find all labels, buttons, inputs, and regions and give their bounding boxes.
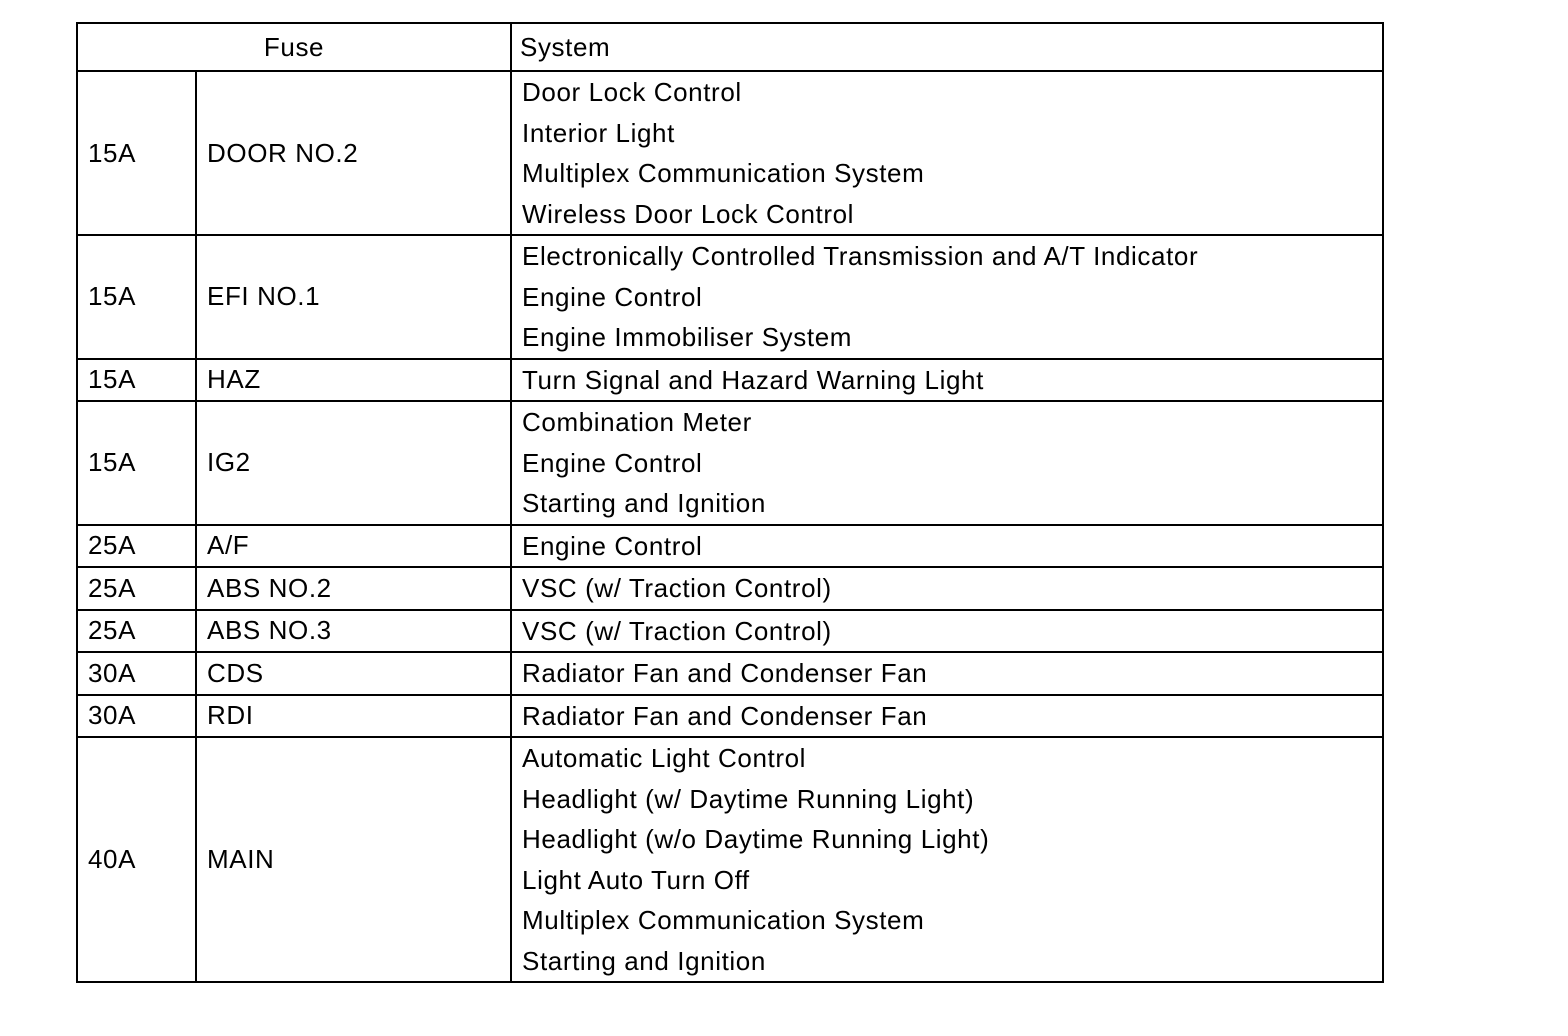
system-item: Light Auto Turn Off [522,864,750,895]
fuse-name: IG2 [196,401,511,525]
system-item: Radiator Fan and Condenser Fan [522,700,928,731]
system-cell [511,525,1383,568]
table-row [77,610,1383,653]
system-item: Automatic Light Control [522,743,807,773]
system-item: Engine Control [522,447,703,478]
system-cell [511,610,1383,653]
system-cell [511,567,1383,610]
header-system: System [511,23,1383,71]
system-cell [511,235,1383,359]
system-item: Engine Immobiliser System [522,322,853,352]
system-item: Engine Control [522,530,703,561]
system-item: VSC (w/ Traction Control) [522,615,832,646]
fuse-amperage: 15A [77,235,196,359]
fuse-name: EFI NO.1 [196,235,511,359]
fuse-amperage: 30A [77,652,196,695]
system-item: Multiplex Communication System [522,905,925,935]
system-item: Multiplex Communication System [522,158,925,188]
fuse-name: ABS NO.2 [196,567,511,610]
fuse-amperage: 15A [77,71,196,235]
system-item: Combination Meter [522,407,752,437]
fuse-table [76,22,1384,983]
fuse-name: HAZ [196,359,511,402]
fuse-amperage: 15A [77,359,196,402]
table-row [77,737,1383,982]
fuse-amperage: 25A [77,567,196,610]
fuse-amperage: 30A [77,695,196,738]
fuse-table-body [77,71,1383,982]
table-row [77,567,1383,610]
system-cell [511,652,1383,695]
system-item: Electronically Controlled Transmission and A/T Indicator [522,241,1199,271]
system-cell [511,401,1383,525]
system-item: Engine Control [522,281,703,312]
fuse-name: A/F [196,525,511,568]
fuse-name: RDI [196,695,511,738]
table-row [77,525,1383,568]
system-item: Interior Light [522,117,675,148]
system-item: Headlight (w/ Daytime Running Light) [522,783,975,814]
table-row [77,652,1383,695]
fuse-amperage: 40A [77,737,196,982]
system-item: Turn Signal and Hazard Warning Light [522,364,984,395]
system-item: VSC (w/ Traction Control) [522,573,832,603]
system-cell [511,737,1383,982]
header-row [77,23,1383,71]
header-fuse: Fuse [77,23,511,71]
table-row [77,695,1383,738]
fuse-amperage: 25A [77,610,196,653]
system-item: Radiator Fan and Condenser Fan [522,658,928,688]
system-item: Wireless Door Lock Control [522,198,855,229]
fuse-amperage: 15A [77,401,196,525]
system-cell [511,359,1383,402]
system-cell [511,695,1383,738]
fuse-name: MAIN [196,737,511,982]
system-cell [511,71,1383,235]
fuse-name: DOOR NO.2 [196,71,511,235]
system-item: Door Lock Control [522,77,742,107]
system-item: Starting and Ignition [522,945,766,976]
table-row [77,359,1383,402]
fuse-amperage: 25A [77,525,196,568]
table-row [77,401,1383,525]
table-row [77,235,1383,359]
system-item: Starting and Ignition [522,488,766,518]
fuse-name: CDS [196,652,511,695]
fuse-name: ABS NO.3 [196,610,511,653]
table-row [77,71,1383,235]
system-item: Headlight (w/o Daytime Running Light) [522,824,990,854]
